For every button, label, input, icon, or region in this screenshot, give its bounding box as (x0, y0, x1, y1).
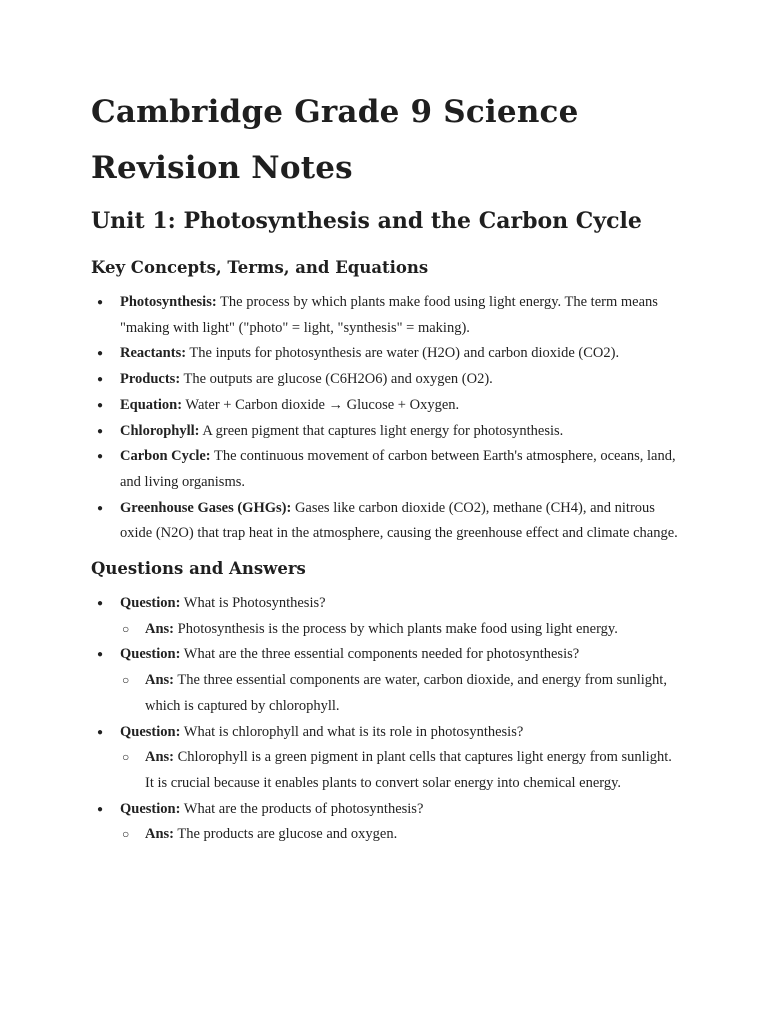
term-label: Chlorophyll: (120, 422, 200, 439)
question-label: Question: (120, 646, 181, 663)
qa-heading: Questions and Answers (91, 559, 306, 579)
unit-heading: Unit 1: Photosynthesis and the Carbon Cycle (91, 208, 642, 234)
bullet-icon: ● (97, 399, 104, 411)
term-definition: The outputs are glucose (C6H2O6) and oxygen (O2). (180, 371, 493, 388)
question-label: Question: (120, 595, 181, 612)
question-text: What is Photosynthesis? (180, 595, 326, 612)
question-item (91, 797, 678, 848)
term-definition: Water + Carbon dioxide → Glucose + Oxygen. (182, 396, 460, 413)
term-label: Greenhouse Gases (GHGs): (120, 499, 292, 516)
answer-item (120, 745, 678, 796)
question-text: What are the three essential components needed for photosynthesis? (180, 646, 580, 663)
circle-bullet-icon: ○ (122, 750, 130, 765)
answer-label: Ans: (145, 749, 175, 766)
term-definition: A green pigment that captures light energy for photosynthesis. (199, 422, 564, 439)
list-item (91, 444, 678, 495)
answer-list (120, 668, 678, 719)
list-item (91, 419, 678, 445)
question-label: Question: (120, 800, 181, 817)
list-item (91, 393, 678, 419)
question-item (91, 720, 678, 797)
question-item (91, 591, 678, 642)
bullet-icon: ● (97, 803, 104, 815)
term-definition: The process by which plants make food using light energy. The term means "making with light" ("photo" = light, "synthesis" = making). (120, 294, 658, 336)
answer-text: The three essential components are water, carbon dioxide, and energy from sunlight, which is captured by chlorophyll. (145, 672, 667, 714)
answer-text: Photosynthesis is the process by which plants make food using light energy. (174, 620, 618, 637)
answer-text: Chlorophyll is a green pigment in plant cells that captures light energy from sunlight. It is crucial because it enables plants to convert solar energy into chemical energy. (145, 749, 672, 791)
answer-item (120, 668, 678, 719)
list-item (91, 341, 678, 367)
answer-label: Ans: (145, 620, 175, 637)
answer-item (120, 617, 678, 643)
bullet-icon: ● (97, 374, 104, 386)
term-label: Products: (120, 371, 181, 388)
answer-list (120, 617, 678, 643)
term-definition: The inputs for photosynthesis are water (H2O) and carbon dioxide (CO2). (186, 345, 620, 362)
answer-list (120, 822, 678, 848)
document-title: Cambridge Grade 9 Science Revision Notes (91, 94, 579, 186)
answer-label: Ans: (145, 826, 175, 843)
bullet-icon: ● (97, 425, 104, 437)
term-label: Reactants: (120, 345, 187, 362)
circle-bullet-icon: ○ (122, 673, 130, 688)
list-item (91, 496, 678, 547)
term-label: Equation: (120, 396, 183, 413)
key-concepts-heading: Key Concepts, Terms, and Equations (91, 258, 429, 277)
bullet-icon: ● (97, 451, 104, 463)
term-label: Photosynthesis: (120, 294, 217, 310)
circle-bullet-icon: ○ (122, 621, 130, 636)
question-item (91, 642, 678, 719)
question-text: What is chlorophyll and what is its role in photosynthesis? (180, 723, 524, 740)
question-text: What are the products of photosynthesis? (180, 800, 424, 817)
answer-label: Ans: (145, 672, 175, 689)
list-item (91, 290, 678, 341)
term-label: Carbon Cycle: (120, 448, 211, 465)
list-item (91, 367, 678, 393)
bullet-icon: ● (97, 297, 104, 308)
key-concepts-list (91, 290, 678, 547)
answer-item (120, 822, 678, 848)
bullet-icon: ● (97, 726, 104, 738)
bullet-icon: ● (97, 348, 104, 360)
bullet-icon: ● (97, 502, 104, 514)
answer-text: The products are glucose and oxygen. (174, 826, 398, 843)
bullet-icon: ● (97, 649, 104, 661)
qa-list (91, 591, 678, 848)
term-definition: Gases like carbon dioxide (CO2), methane (CH4), and nitrous oxide (N2O) that trap heat in the atmosphere, causing the greenhouse effect and climate change. (120, 499, 678, 542)
answer-list (120, 745, 678, 796)
term-definition: The continuous movement of carbon between Earth's atmosphere, oceans, land, and living organisms. (120, 448, 676, 490)
circle-bullet-icon: ○ (122, 827, 130, 842)
question-label: Question: (120, 723, 181, 740)
bullet-icon: ● (97, 598, 104, 610)
